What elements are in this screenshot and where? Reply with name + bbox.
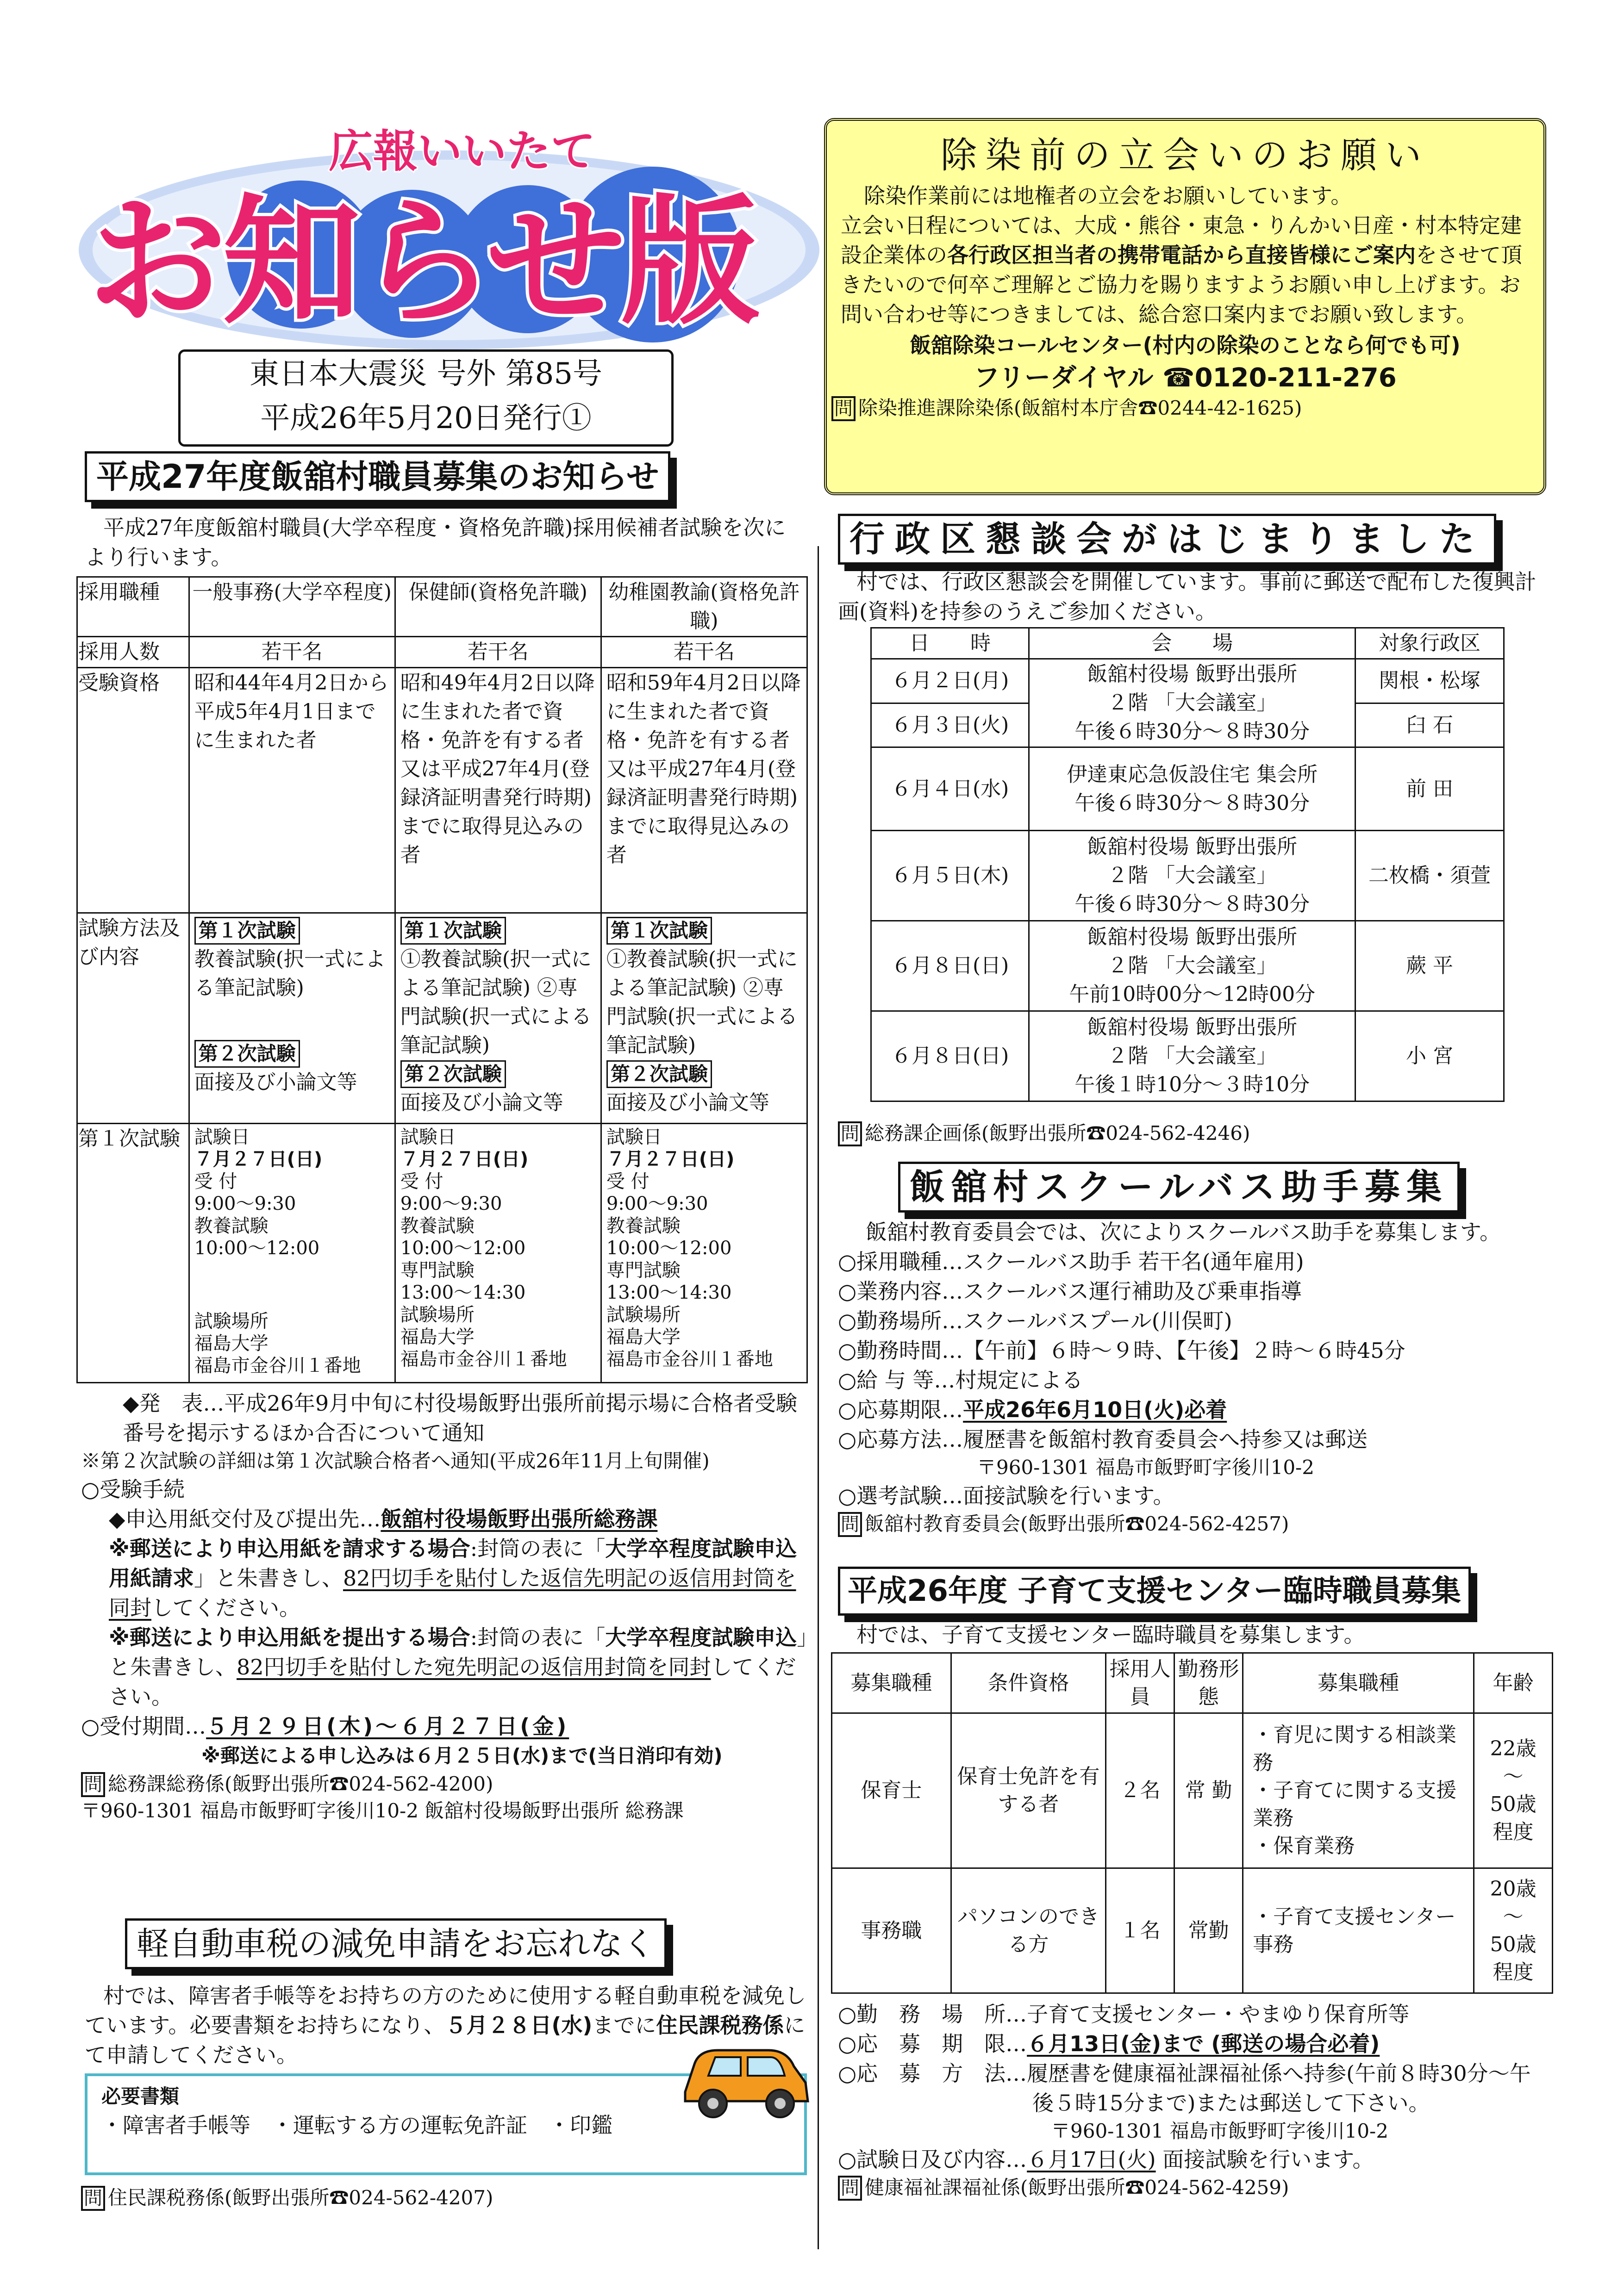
cartax-heading: 軽自動車税の減免申請をお忘れなく [125,1918,667,1969]
job-col-1: 一般事務(大学卒程度) [189,577,395,637]
meeting-venue: 飯舘村役場 飯野出張所 ２階 「大会議室」 午後６時30分～８時30分 [1029,831,1355,921]
car-illustration [676,2032,815,2126]
schedule-col-3: 試験日 ７月２７日(日) 受 付 9:00～9:30 教養試験 10:00～12:00 専門試験 13:00～14:30 試験場所 福島大学 福島市金谷川１番地 [601,1124,807,1383]
meeting-header-area: 対象行政区 [1355,628,1504,659]
childcare-header: 募集職種 [832,1653,951,1713]
meeting-area: 臼 石 [1355,703,1504,747]
recruit-notes [81,1388,812,1824]
method-col-1: 第１次試験 教養試験(択一式による筆記試験) 第２次試験 面接及び小論文等 [189,913,395,1124]
bus-deadline: ○応募期限…平成26年6月10日(火)必着 [838,1397,1227,1422]
method-col-2: 第１次試験 ①教養試験(択一式による筆記試験) ②専門試験(択一式による筆記試験) 第２次試験 面接及び小論文等 [395,913,601,1124]
cartax-contact: 問 住民課税務係(飯野出張所☎024-562-4207) [81,2184,493,2211]
meeting-date: ６月２日(月) [871,659,1029,703]
meeting-date: ６月３日(火) [871,703,1029,747]
method-col-3: 第１次試験 ①教養試験(択一式による筆記試験) ②専門試験(択一式による筆記試験) 第２次試験 面接及び小論文等 [601,913,807,1124]
decontamination-p2: 立会い日程については、大成・熊谷・東急・りんかい日産・村本特定建設企業体の各行政区担当者の携帯電話から直接皆様にご案内をさせて頂きたいので何卒ご理解とご協力を賜りますようお願い申し上げます。お問い合わせ等につきましては、総合窓口案内までお願い致します。 [841,213,1522,327]
recruit-table [76,576,808,1383]
meeting-contact: 問 総務課企画係(飯野出張所☎024-562-4246) [838,1120,1250,1147]
meeting-venue: 伊達東応急仮設住宅 集会所 午後６時30分～８時30分 [1029,747,1355,831]
decontamination-p1: 除染作業前には地権者の立会をお願いしています。 [864,183,1352,208]
required-docs-list: ・障害者手帳等 ・運転する方の運転免許証 ・印鑑 [101,2113,612,2138]
bus-item: ○勤務時間…【午前】６時～９時、【午後】２時～６時45分 [838,1338,1405,1363]
childcare-condition: パソコンのできる方 [951,1868,1106,1993]
recruit-heading: 平成27年度飯舘村職員募集のお知らせ [85,451,670,502]
schedule-col-1: 試験日 ７月２７日(日) 受 付 9:00～9:30 教養試験 10:00～12:00 試験場所 福島大学 福島市金谷川１番地 [189,1124,395,1383]
submit-place: ◆申込用紙交付及び提出先…飯舘村役場飯野出張所総務課 [109,1506,658,1531]
childcare-job: 保育士 [832,1713,951,1868]
row-label-job: 採用職種 [77,577,189,637]
childcare-header: 募集職種 [1243,1653,1474,1713]
meeting-area: 関根・松塚 [1355,659,1504,703]
bus-item: ○給 与 等…村規定による [838,1368,1083,1393]
childcare-duty: ・子育て支援センター事務 [1243,1868,1474,1993]
procedure-label: ○受験手続 [81,1477,185,1502]
meeting-venue: 飯舘村役場 飯野出張所 ２階 「大会議室」 午後６時30分～８時30分 [1029,659,1355,747]
childcare-condition: 保育士免許を有する者 [951,1713,1106,1868]
count-col-2: 若干名 [395,637,601,668]
childcare-number: ２名 [1106,1713,1174,1868]
childcare-address: 〒960-1301 福島市飯野町字後川10-2 [1051,2120,1388,2142]
childcare-table [831,1652,1553,1994]
call-center-name: 飯舘除染コールセンター(村内の除染のことなら何でも可) [910,333,1461,358]
meeting-header-date: 日 時 [871,628,1029,659]
childcare-age: 22歳 ～ 50歳 程度 [1474,1713,1553,1868]
reception-period: ○受付期間…５月２９日(木)～６月２７日(金) [81,1714,569,1739]
childcare-contact: 問 健康福祉課福祉係(飯野出張所☎024-562-4259) [838,2174,1551,2201]
recruit-contact: 問 総務課総務係(飯野出張所☎024-562-4200) [81,1771,812,1798]
issue-number-box [178,349,674,447]
job-col-2: 保健師(資格免許職) [395,577,601,637]
mail-request-note: ※郵送により申込用紙を請求する場合:封筒の表に「大学卒程度試験申込用紙請求」と朱書きし、82円切手を貼付した返信先明記の返信用封筒を同封してください。 [109,1536,797,1620]
bus-selection: ○選考試験…面接試験を行います。 [838,1483,1174,1508]
cartax-body: 村では、障害者手帳等をお持ちの方のために使用する軽自動車税を減免しています。必要書類をお持ちになり、５月２８日(水)までに住民課税務係にて申請してください。 [85,1983,806,2067]
logo-big-text: お知らせ版 [88,181,755,343]
bus-body [838,1217,1551,1537]
qual-col-3: 昭和59年4月2日以降に生まれた者で資格・免許を有する者又は平成27年4月(登録済証明書発行時期)までに取得見込みの者 [601,668,807,913]
row-label-count: 採用人数 [77,637,189,668]
decontamination-contact: 問 除染推進課除染係(飯舘村本庁舎☎0244-42-1625) [831,395,1530,422]
mail-submit-note: ※郵送により申込用紙を提出する場合:封筒の表に「大学卒程度試験申込」と朱書きし、82円切手を貼付した宛先明記の返信用封筒を同封してください。 [109,1625,808,1709]
meeting-intro: 村では、行政区懇談会を開催しています。事前に郵送で配布した復興計画(資料)を持参のうえご参加ください。 [838,569,1537,624]
childcare-age: 20歳 ～ 50歳 程度 [1474,1868,1553,1993]
childcare-number: １名 [1106,1868,1174,1993]
bus-method: ○応募方法…履歴書を飯舘村教育委員会へ持参又は郵送 [838,1427,1368,1452]
bus-heading: 飯舘村スクールバス助手募集 [898,1162,1460,1213]
second-exam-note: ※第２次試験の詳細は第１次試験合格者へ通知(平成26年11月上旬開催) [81,1450,710,1472]
job-col-3: 幼稚園教諭(資格免許職) [601,577,807,637]
meeting-date: ６月８日(日) [871,921,1029,1011]
meeting-area: 二枚橋・須萱 [1355,831,1504,921]
childcare-duty: ・育児に関する相談業務 ・子育てに関する支援業務 ・保育業務 [1243,1713,1474,1868]
recruit-address: 〒960-1301 福島市飯野町字後川10-2 飯舘村役場飯野出張所 総務課 [81,1799,684,1822]
schedule-col-2: 試験日 ７月２７日(日) 受 付 9:00～9:30 教養試験 10:00～12:00 専門試験 13:00～14:30 試験場所 福島大学 福島市金谷川１番地 [395,1124,601,1383]
bus-item: ○業務内容…スクールバス運行補助及び乗車指導 [838,1279,1302,1304]
meeting-date: ６月４日(水) [871,747,1029,831]
logo-small-text: 広報いいたて [329,125,595,177]
recruit-intro: 平成27年度飯舘村職員(大学卒程度・資格免許職)採用候補者試験を次により行います。 [85,515,786,570]
childcare-exam: ○試験日及び内容…６月17日(火) 面接試験を行います。 [838,2147,1374,2172]
newsletter-logo [69,106,819,356]
meeting-venue: 飯舘村役場 飯野出張所 ２階 「大会議室」 午前10時00分～12時00分 [1029,921,1355,1011]
childcare-header: 勤務形態 [1174,1653,1243,1713]
bus-address: 〒960-1301 福島市飯野町字後川10-2 [977,1456,1314,1479]
childcare-intro: 村では、子育て支援センター臨時職員を募集します。 [856,1622,1365,1647]
free-dial: フリーダイヤル ☎0120-211-276 [974,363,1397,393]
required-docs-label: 必要書類 [101,2085,180,2108]
meeting-area: 小 宮 [1355,1011,1504,1101]
childcare-method: ○応 募 方 法…履歴書を健康福祉課福祉係へ持参(午前８時30分～午後５時15分まで)または郵送して下さい。 [838,2061,1531,2116]
row-label-method: 試験方法及び内容 [77,913,189,1124]
childcare-job: 事務職 [832,1868,951,1993]
childcare-details [838,1999,1551,2201]
meeting-table [870,627,1505,1102]
meeting-venue: 飯舘村役場 飯野出張所 ２階 「大会議室」 午後１時10分～３時10分 [1029,1011,1355,1101]
meeting-header-venue: 会 場 [1029,628,1355,659]
childcare-form: 常 勤 [1174,1713,1243,1868]
decontamination-notice [824,118,1546,495]
row-label-first-exam: 第１次試験 [77,1124,189,1383]
mail-deadline: ※郵送による申し込みは６月２５日(水)まで(当日消印有効) [201,1744,723,1767]
meeting-heading: 行政区懇談会がはじまりました [838,514,1496,565]
bus-item: ○採用職種…スクールバス助手 若干名(通年雇用) [838,1249,1304,1274]
bus-intro: 飯舘村教育委員会では、次によりスクールバス助手を募集します。 [866,1220,1501,1244]
count-col-1: 若干名 [189,637,395,668]
childcare-heading: 平成26年度 子育て支援センター臨時職員募集 [838,1567,1471,1616]
column-divider [818,546,819,2249]
count-col-3: 若干名 [601,637,807,668]
bus-item: ○勤務場所…スクールバスプール(川俣町) [838,1308,1232,1333]
decontamination-title: 除染前の立会いのお願い [940,135,1430,176]
childcare-header: 条件資格 [951,1653,1106,1713]
childcare-form: 常勤 [1174,1868,1243,1993]
announce-note: ◆発 表…平成26年9月中旬に村役場飯野出張所前掲示場に合格者受験番号を掲示するほか合否について通知 [123,1391,798,1445]
bus-contact: 問 飯舘村教育委員会(飯野出張所☎024-562-4257) [838,1511,1551,1537]
meeting-date: ６月５日(木) [871,831,1029,921]
meeting-area: 蕨 平 [1355,921,1504,1011]
meeting-date: ６月８日(日) [871,1011,1029,1101]
row-label-qualification: 受験資格 [77,668,189,913]
issue-line1: 東日本大震災 号外 第85号 [249,357,603,391]
childcare-header: 年齢 [1474,1653,1553,1713]
meeting-area: 前 田 [1355,747,1504,831]
qual-col-2: 昭和49年4月2日以降に生まれた者で資格・免許を有する者又は平成27年4月(登録済証明書発行時期)までに取得見込みの者 [395,668,601,913]
childcare-period: ○応 募 期 限…６月13日(金)まで (郵送の場合必着) [838,2031,1380,2056]
qual-col-1: 昭和44年4月2日から平成5年4月1日までに生まれた者 [189,668,395,913]
childcare-place: ○勤 務 場 所…子育て支援センター・やまゆり保育所等 [838,2002,1410,2027]
childcare-header: 採用人員 [1106,1653,1174,1713]
issue-line2: 平成26年5月20日発行① [260,401,592,436]
